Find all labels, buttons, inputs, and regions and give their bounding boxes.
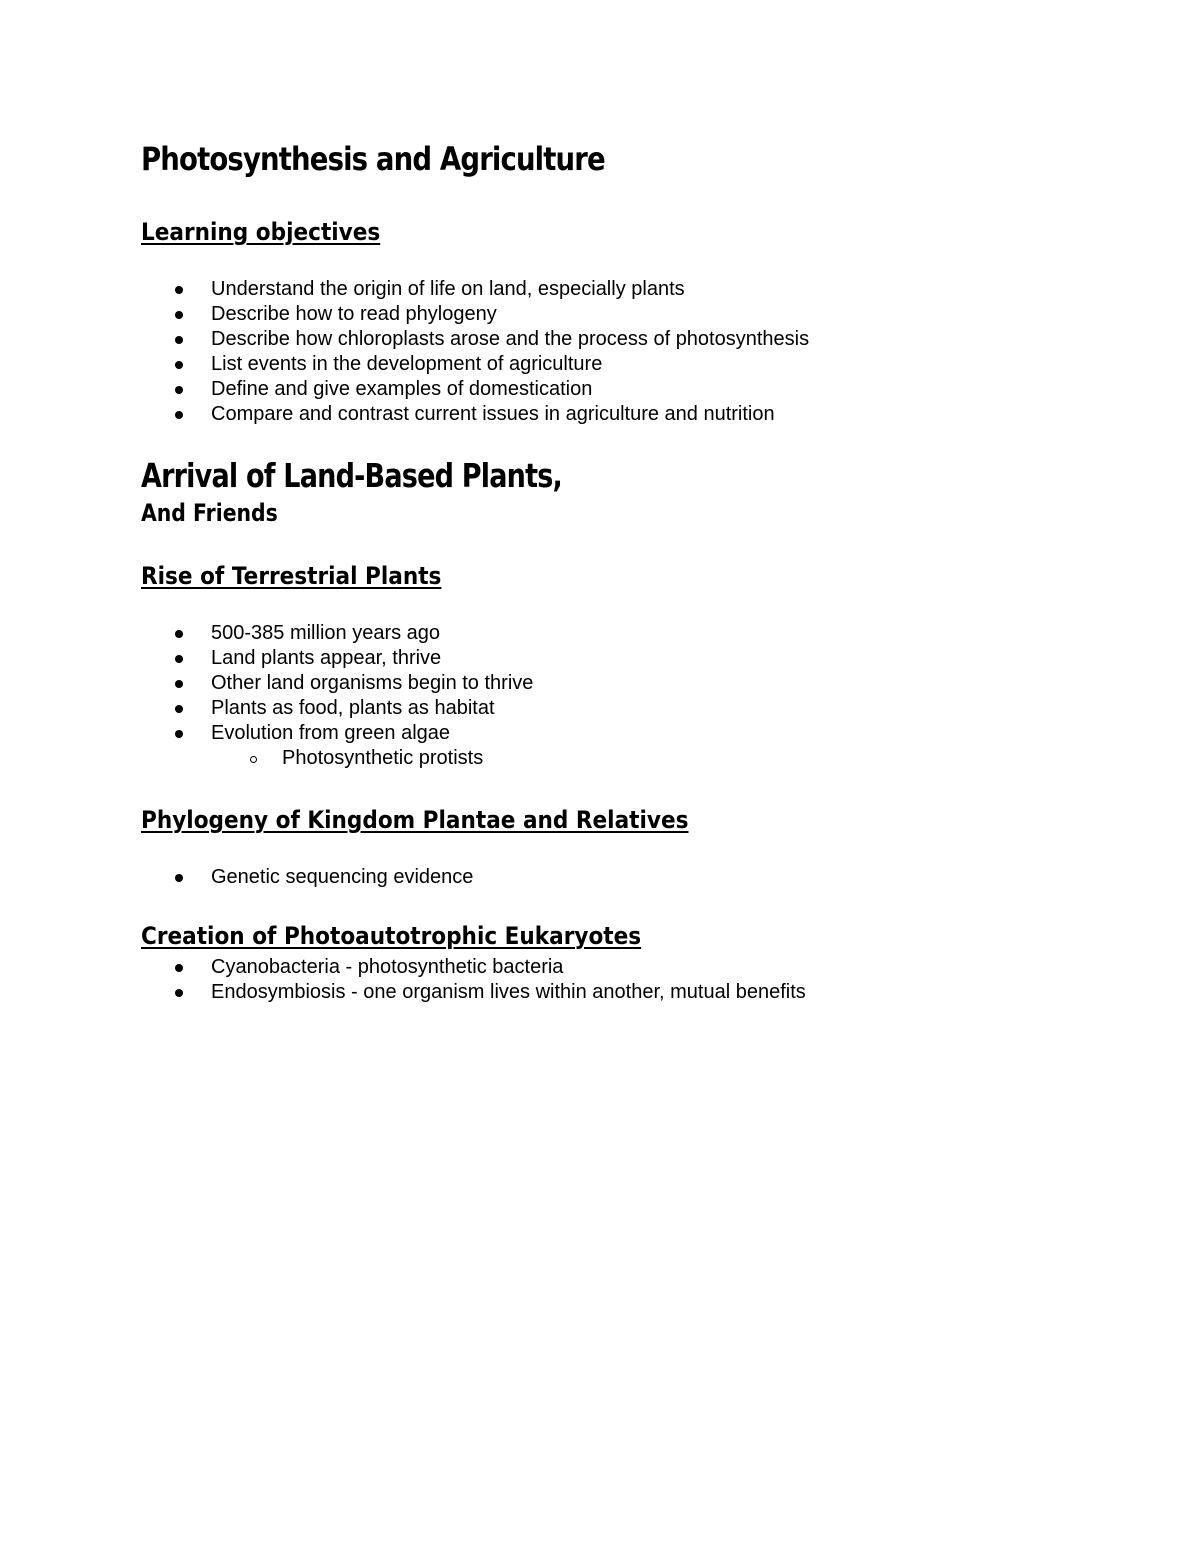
bullet-icon — [175, 989, 183, 997]
bullet-icon — [175, 655, 183, 663]
bullet-icon — [175, 680, 183, 688]
list-item: Evolution from green algae — [141, 721, 533, 746]
arrival-heading: Arrival of Land-Based Plants, — [141, 456, 562, 495]
bullet-icon — [175, 730, 183, 738]
list-item: Describe how to read phylogeny — [141, 302, 809, 327]
bullet-icon — [175, 874, 183, 882]
bullet-icon — [175, 311, 183, 319]
bullet-icon — [175, 411, 183, 419]
creation-heading: Creation of Photoautotrophic Eukaryotes — [141, 922, 642, 950]
list-item: Understand the origin of life on land, especially plants — [141, 277, 809, 302]
bullet-icon — [175, 630, 183, 638]
list-item: Endosymbiosis - one organism lives within another, mutual benefits — [141, 980, 806, 1005]
bullet-icon — [175, 336, 183, 344]
list-item: Describe how chloroplasts arose and the process of photosynthesis — [141, 327, 809, 352]
rise-heading: Rise of Terrestrial Plants — [141, 562, 442, 590]
list-item: Cyanobacteria - photosynthetic bacteria — [141, 955, 806, 980]
bullet-icon — [175, 361, 183, 369]
list-item: Other land organisms begin to thrive — [141, 671, 533, 696]
bullet-icon — [175, 964, 183, 972]
learning-objectives-list — [141, 277, 809, 427]
creation-list — [141, 955, 806, 1005]
learning-objectives-heading: Learning objectives — [141, 218, 381, 246]
hollow-bullet-icon — [250, 756, 257, 763]
rise-list — [141, 621, 533, 771]
list-item: Define and give examples of domestication — [141, 377, 809, 402]
list-item: Plants as food, plants as habitat — [141, 696, 533, 721]
bullet-icon — [175, 705, 183, 713]
bullet-icon — [175, 386, 183, 394]
phylogeny-heading: Phylogeny of Kingdom Plantae and Relatives — [141, 806, 689, 834]
list-item: List events in the development of agriculture — [141, 352, 809, 377]
sub-list-item: Photosynthetic protists — [141, 746, 533, 771]
list-item: Compare and contrast current issues in agriculture and nutrition — [141, 402, 809, 427]
list-item: Genetic sequencing evidence — [141, 865, 473, 890]
bullet-icon — [175, 286, 183, 294]
list-item: Land plants appear, thrive — [141, 646, 533, 671]
document-title: Photosynthesis and Agriculture — [141, 140, 605, 178]
arrival-subheading: And Friends — [141, 499, 278, 527]
phylogeny-list — [141, 865, 473, 890]
list-item: 500-385 million years ago — [141, 621, 533, 646]
